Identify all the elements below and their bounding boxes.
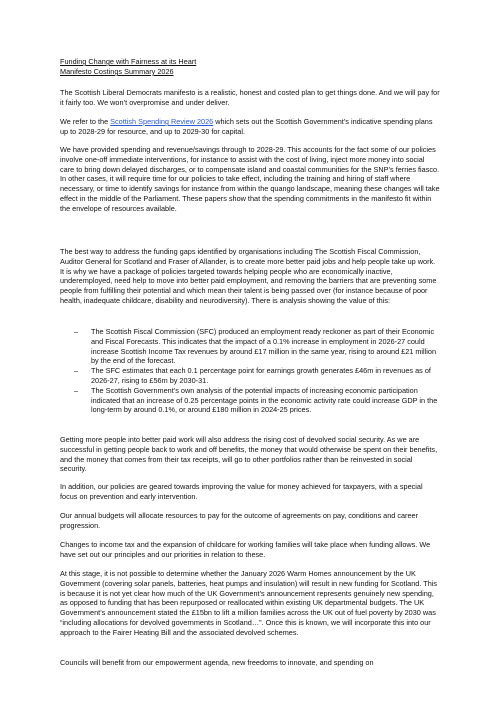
bullet-item-employment: – The Scottish Fiscal Commission (SFC) produced an employment ready reckoner as part of their Economic and Fiscal Forecasts. This indicates that the impact of a 0.1% increase in employment in 2026-27 could increase Scottish Income Tax revenues by around £17 million in the same year, rising to around £21 million by the end of the forecast. bbox=[60, 327, 440, 366]
analysis-bullet-list bbox=[60, 327, 440, 415]
funding-gaps-paragraph: The best way to address the funding gaps identified by organisations including The Scottish Fiscal Commission, Auditor General for Scotland and Fraser of Allander, is to create more better paid jobs and help people take up work. It is why we have a package of policies targeted towards helping people who are economically inactive, underemployed, need help to move into better paid employment, and removing the barriers that are preventing some people from fulfilling their potential and which mean their talent is being passed over (for instance because of poor health, inadequate childcare, disability and neurodiversity). There is analysis showing the value of this: bbox=[60, 247, 437, 305]
warm-homes-paragraph: At this stage, it is not possible to determine whether the January 2026 Warm Homes announcement by the UK Government (covering solar panels, batteries, heat pumps and insulation) will result in new funding for Scotland. This is because it is not yet clear how much of the UK Government’s announcement represents genuinely new spending, as opposed to funding that has been repurposed or reallocated within existing UK departmental budgets. The UK Government’s announcement stated the £15bn to lift a million families across the UK out of fuel poverty by 2030 was “including allocations for devolved governments in Scotland…”. Once this is known, we will incorporate this into our approach to the Fairer Heating Bill and the associated devolved schemes. bbox=[60, 569, 438, 637]
intro-paragraph: The Scottish Liberal Democrats manifesto is a realistic, honest and costed plan to get things done. And we will pay for it fairly too. We won’t overpromise and under deliver. bbox=[60, 88, 440, 107]
pay-agreements-paragraph: Our annual budgets will allocate resources to pay for the outcome of agreements on pay, conditions and career progression. bbox=[60, 511, 419, 530]
spending-review-link[interactable]: Scottish Spending Review 2026 bbox=[110, 117, 214, 126]
income-tax-childcare-paragraph: Changes to income tax and the expansion of childcare for working families will take place when funding allows. We have set out our principles and our priorities in relation to these. bbox=[60, 540, 431, 559]
councils-paragraph: Councils will benefit from our empowerment agenda, new freedoms to innovate, and spending on bbox=[60, 658, 374, 667]
document-title: Funding Change with Fairness at its Heart bbox=[60, 57, 197, 66]
spending-revenue-paragraph: We have provided spending and revenue/savings through to 2028-29. This accounts for the fact some of our policies involve one-off immediate interventions, for instance to assist with the cost of living, inject more money into social care to bring down delayed discharges, or to compensate island and coastal communities for the SNP’s ferries fiasco. In other cases, it will require time for our policies to take effect, including the training and hiring of staff where necessary, or time to identify savings for instance from within the quango landscape, meaning these changes will take effect in the middle of the Parliament. These papers show that the spending commitments in the manifesto fit within the envelope of resources available. bbox=[60, 145, 440, 213]
value-for-money-paragraph: In addition, our policies are geared towards improving the value for money achieved for taxpayers, with a special focus on prevention and early intervention. bbox=[60, 482, 423, 501]
spending-review-text-before: We refer to the bbox=[60, 117, 111, 126]
bullet-item-participation: – The Scottish Government’s own analysis of the potential impacts of increasing economic participation indicated that an increase of 0.25 percentage points in the economic activity rate could increase GDP in the long-term by around 0.1%, or around £180 million in 2024-25 prices. bbox=[60, 386, 440, 415]
social-security-paragraph: Getting more people into better paid work will also address the rising cost of devolved social security. As we are successful in getting people back to work and off benefits, the money that would otherwise be spent on their benefits, and the money that comes from their tax receipts, will go to other portfolios rather than be reinvested in social security. bbox=[60, 435, 438, 474]
spending-review-paragraph bbox=[60, 117, 440, 137]
document-heading bbox=[60, 57, 440, 77]
document-subtitle: Manifesto Costings Summary 2026 bbox=[60, 67, 174, 76]
bullet-item-earnings: – The SFC estimates that each 0.1 percentage point for earnings growth generates £46m in revenues as of 2026-27, rising to £56m by 2030-31. bbox=[60, 366, 440, 386]
spending-review-text-after: which sets out the Scottish Government’s indicative spending plans up to 2028-29 for resource, and up to 2029-30 for capital. bbox=[60, 117, 433, 136]
